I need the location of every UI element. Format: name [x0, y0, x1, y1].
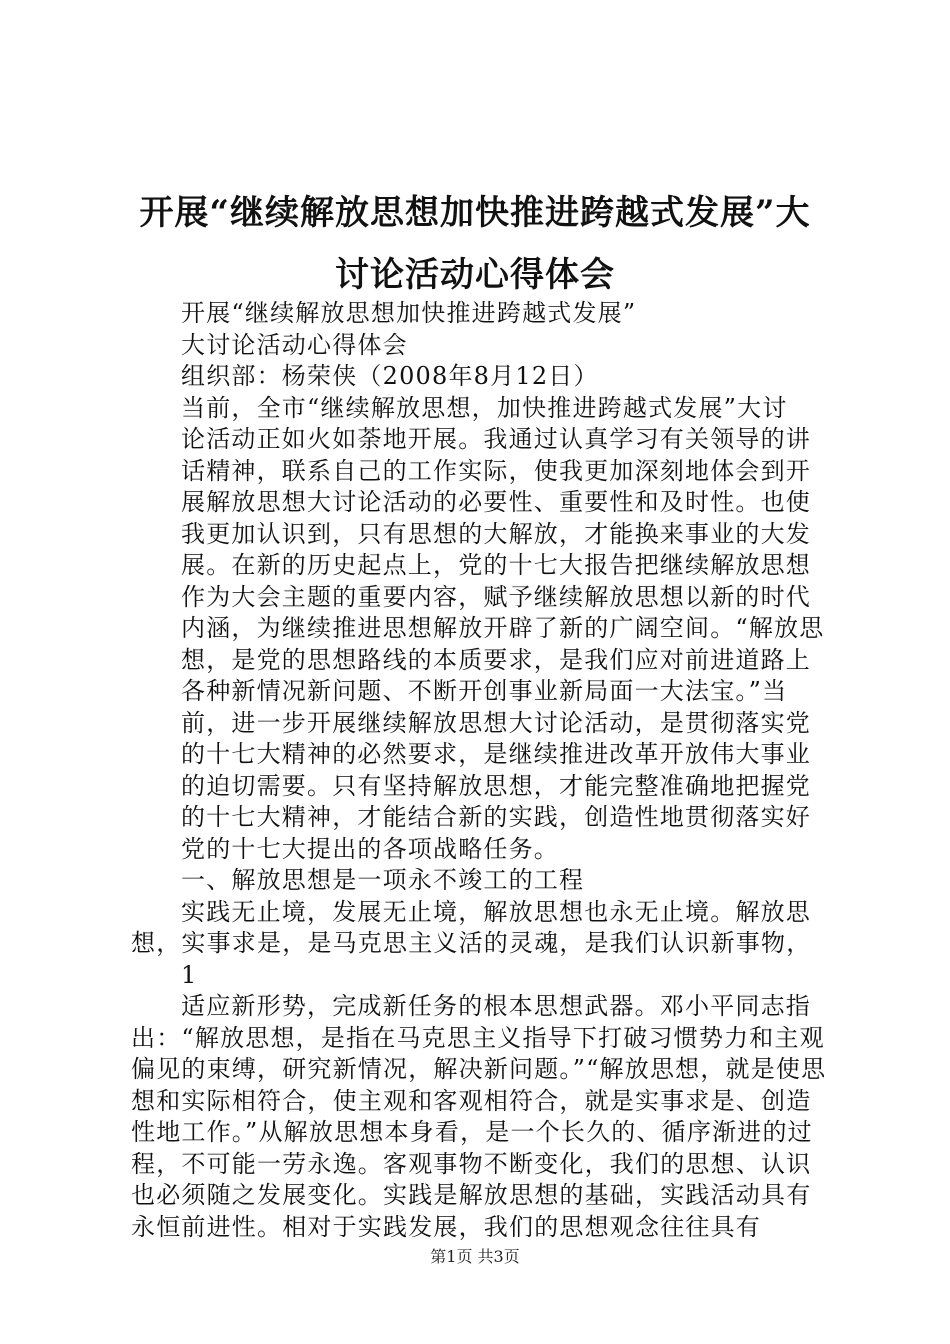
author-line: 组织部：杨荣侠（2008年8月12日） — [181, 362, 599, 390]
document-title — [100, 182, 850, 306]
paragraph-1: 论活动正如火如荼地开展。我通过认真学习有关领导的讲话精神，联系自己的工作实际，使我更加深刻地体会到开展解放思想大讨论活动的必要性、重要性和及时性。也使我更加认识到，只有思想的大解放，才能换来事业的大发展。在新的历史起点上，党的十七大报告把继续解放思想作为大会主题的重要内容，赋予继续解放思想以新的时代内涵，为继续推进思想解放开辟了新的广阔空间。“解放思想，是党的思想路线的本质要求，是我们应对前进道路上各种新情况新问题、不断开创事业新局面一大法宝。”当前，进一步开展继续解放思想大讨论活动，是贯彻落实党的十七大精神的必然要求，是继续推进改革开放伟大事业的迫切需要。只有坚持解放思想，才能完整准确地把握党的十七大精神，才能结合新的实践，创造性地贯彻落实好党的十七大提出的各项战略任务。 — [181, 425, 825, 863]
intro-line: 当前，全市“继续解放思想，加快推进跨越式发展”大讨 — [181, 393, 788, 422]
title-line-2: 讨论活动心得体会 — [335, 255, 615, 295]
header-line-2: 大讨论活动心得体会 — [181, 330, 408, 359]
document-body — [131, 298, 831, 1243]
section-heading-1: 一、解放思想是一项永不竣工的工程 — [181, 866, 585, 894]
paragraph-3: 适应新形势，完成新任务的根本思想武器。邓小平同志指出：“解放思想，是指在马克思主义指导下打破习惯势力和主观偏见的束缚，研究新情况，解决新问题。”“解放思想，就是使思想和实际相符合，使主观和客观相符合，就是实事求是、创造性地工作。”从解放思想本身看，是一个长久的、循序渐进的过程，不可能一劳永逸。客观事物不断变化，我们的思想、认识也必须随之发展变化。实践是解放思想的基础，实践活动具有永恒前进性。相对于实践发展，我们的思想观念往往具有 — [131, 992, 827, 1241]
inline-page-number: 1 — [181, 960, 198, 989]
title-line-1: 开展“继续解放思想加快推进跨越式发展”大 — [139, 193, 811, 233]
paragraph-2: 实践无止境，发展无止境，解放思想也永无止境。解放思想，实事求是，是马克思主义活的灵魂，是我们认识新事物， — [131, 897, 812, 957]
page-footer: 第1页 共3页 — [430, 1247, 520, 1266]
paragraph-1-first — [131, 424, 831, 865]
header-line-1: 开展“继续解放思想加快推进跨越式发展” — [181, 299, 637, 327]
